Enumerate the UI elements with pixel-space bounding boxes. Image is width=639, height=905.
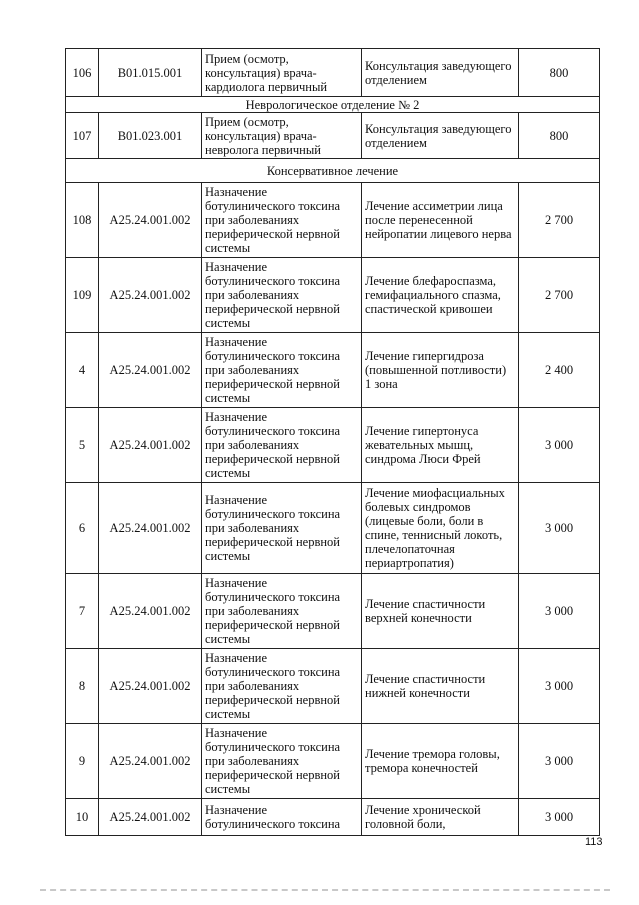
table-row — [66, 258, 600, 333]
row-number: 8 — [66, 649, 99, 724]
table-row — [66, 574, 600, 649]
service-code: B01.015.001 — [99, 49, 202, 97]
service-price: 2 700 — [519, 258, 600, 333]
row-number: 9 — [66, 724, 99, 799]
service-name: Назначение ботулинического токсина при заболеваниях периферической нервной системы — [202, 649, 362, 724]
page-number: 113 — [585, 836, 603, 848]
table-row — [66, 49, 600, 97]
service-name: Прием (осмотр, консультация) врача-кардиолога первичный — [202, 49, 362, 97]
service-code: A25.24.001.002 — [99, 724, 202, 799]
row-number: 10 — [66, 799, 99, 836]
section-row — [66, 159, 600, 183]
table-row — [66, 183, 600, 258]
service-description: Лечение гипертонуса жевательных мышц, синдрома Люси Фрей — [362, 408, 519, 483]
service-price: 3 000 — [519, 408, 600, 483]
service-name: Назначение ботулинического токсина при заболеваниях периферической нервной системы — [202, 408, 362, 483]
table-row — [66, 724, 600, 799]
service-code: A25.24.001.002 — [99, 799, 202, 836]
service-code: A25.24.001.002 — [99, 649, 202, 724]
row-number: 109 — [66, 258, 99, 333]
service-price: 2 400 — [519, 333, 600, 408]
section-row — [66, 97, 600, 113]
row-number: 106 — [66, 49, 99, 97]
service-description: Лечение гипергидроза (повышенной потливости) 1 зона — [362, 333, 519, 408]
service-description: Лечение хронической головной боли, — [362, 799, 519, 836]
service-description: Лечение миофасциальных болевых синдромов (лицевые боли, боли в спине, теннисный локоть, плечелопаточная периартропатия) — [362, 483, 519, 574]
table-row — [66, 333, 600, 408]
service-price: 800 — [519, 49, 600, 97]
service-price: 2 700 — [519, 183, 600, 258]
service-name: Назначение ботулинического токсина при заболеваниях периферической нервной системы — [202, 183, 362, 258]
row-number: 6 — [66, 483, 99, 574]
service-code: A25.24.001.002 — [99, 258, 202, 333]
price-table — [65, 48, 600, 836]
service-price: 800 — [519, 113, 600, 159]
table-row — [66, 649, 600, 724]
service-price: 3 000 — [519, 483, 600, 574]
service-price: 3 000 — [519, 649, 600, 724]
service-name: Назначение ботулинического токсина при заболеваниях периферической нервной системы — [202, 724, 362, 799]
section-title: Неврологическое отделение № 2 — [66, 97, 600, 113]
service-name: Назначение ботулинического токсина при заболеваниях периферической нервной системы — [202, 333, 362, 408]
table-row — [66, 113, 600, 159]
service-description: Консультация заведующего отделением — [362, 113, 519, 159]
service-name: Назначение ботулинического токсина при заболеваниях периферической нервной системы — [202, 483, 362, 574]
service-name: Назначение ботулинического токсина при заболеваниях периферической нервной системы — [202, 574, 362, 649]
service-name: Назначение ботулинического токсина при заболеваниях периферической нервной системы — [202, 258, 362, 333]
service-code: B01.023.001 — [99, 113, 202, 159]
row-number: 4 — [66, 333, 99, 408]
service-code: A25.24.001.002 — [99, 483, 202, 574]
service-name: Прием (осмотр, консультация) врача-невролога первичный — [202, 113, 362, 159]
row-number: 5 — [66, 408, 99, 483]
scan-edge-line — [40, 889, 610, 891]
service-description: Лечение тремора головы, тремора конечностей — [362, 724, 519, 799]
service-price: 3 000 — [519, 574, 600, 649]
row-number: 7 — [66, 574, 99, 649]
service-code: A25.24.001.002 — [99, 408, 202, 483]
service-description: Лечение ассиметрии лица после перенесенной нейропатии лицевого нерва — [362, 183, 519, 258]
service-price: 3 000 — [519, 724, 600, 799]
service-code: A25.24.001.002 — [99, 183, 202, 258]
table-row — [66, 408, 600, 483]
section-title: Консервативное лечение — [66, 159, 600, 183]
service-description: Консультация заведующего отделением — [362, 49, 519, 97]
service-code: A25.24.001.002 — [99, 574, 202, 649]
service-description: Лечение спастичности нижней конечности — [362, 649, 519, 724]
service-name: Назначение ботулинического токсина — [202, 799, 362, 836]
service-description: Лечение блефароспазма, гемифациального спазма, спастической кривошеи — [362, 258, 519, 333]
row-number: 108 — [66, 183, 99, 258]
service-description: Лечение спастичности верхней конечности — [362, 574, 519, 649]
table-row — [66, 799, 600, 836]
service-price: 3 000 — [519, 799, 600, 836]
table-row — [66, 483, 600, 574]
service-code: A25.24.001.002 — [99, 333, 202, 408]
row-number: 107 — [66, 113, 99, 159]
